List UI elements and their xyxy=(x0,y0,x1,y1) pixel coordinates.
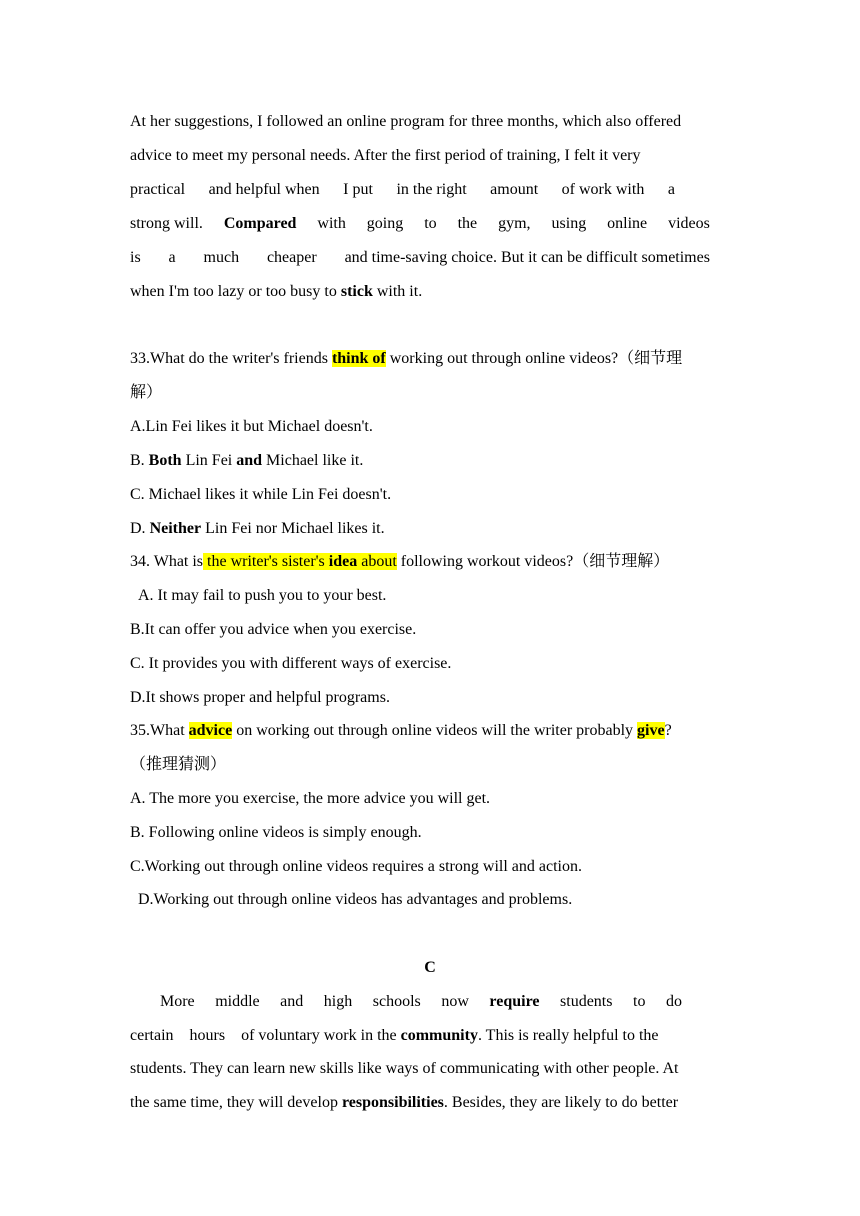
question-35-option-a: A. The more you exercise, the more advice you will get. xyxy=(130,790,491,807)
question-35-stem: 35.What advice on working out through online videos will the writer probably give? xyxy=(130,722,672,739)
question-35-option-c: C.Working out through online videos requires a strong will and action. xyxy=(130,858,582,875)
question-34-stem: 34. What is the writer's sister's idea about following workout videos?（细节理解） xyxy=(130,553,670,570)
question-33-stem-cont: 解） xyxy=(130,384,163,401)
question-33-stem: 33.What do the writer's friends think of working out through online videos?（细节理 xyxy=(130,350,683,367)
question-34-option-c: C. It provides you with different ways of exercise. xyxy=(130,655,452,672)
passage-line-6: when I'm too lazy or too busy to stick with it. xyxy=(130,283,423,300)
section-c-line-4: the same time, they will develop responsibilities. Besides, they are likely to do better xyxy=(130,1094,679,1111)
passage-line-3: practical and helpful when I put in the right amount of work with a xyxy=(130,181,675,198)
question-35-stem-cont: （推理猜测） xyxy=(130,756,227,773)
question-33-option-b: B. Both Lin Fei and Michael like it. xyxy=(130,452,364,469)
passage-line-5: is a much cheaper and time-saving choice. But it can be difficult sometimes xyxy=(130,249,710,266)
question-35-option-d: D.Working out through online videos has advantages and problems. xyxy=(138,891,573,908)
section-c-line-3: students. They can learn new skills like ways of communicating with other people. At xyxy=(130,1060,679,1077)
question-33-option-a: A.Lin Fei likes it but Michael doesn't. xyxy=(130,418,373,435)
section-c-line-2: certain hours of voluntary work in the community. This is really helpful to the xyxy=(130,1027,659,1044)
passage-line-1: At her suggestions, I followed an online program for three months, which also offered xyxy=(130,113,682,130)
question-35-option-b: B. Following online videos is simply enough. xyxy=(130,824,422,841)
question-34-option-b: B.It can offer you advice when you exercise. xyxy=(130,621,417,638)
question-34-option-a: A. It may fail to push you to your best. xyxy=(138,587,387,604)
passage-line-2: advice to meet my personal needs. After the first period of training, I felt it very xyxy=(130,147,641,164)
question-33-option-d: D. Neither Lin Fei nor Michael likes it. xyxy=(130,520,385,537)
passage-line-4: strong will. Compared with going to the gym, using online videos xyxy=(130,215,710,232)
question-34-option-d: D.It shows proper and helpful programs. xyxy=(130,689,390,706)
section-c-line-1: More middle and high schools now require students to do xyxy=(160,993,682,1010)
question-33-option-c: C. Michael likes it while Lin Fei doesn't. xyxy=(130,486,392,503)
section-c-heading: C xyxy=(424,959,436,976)
